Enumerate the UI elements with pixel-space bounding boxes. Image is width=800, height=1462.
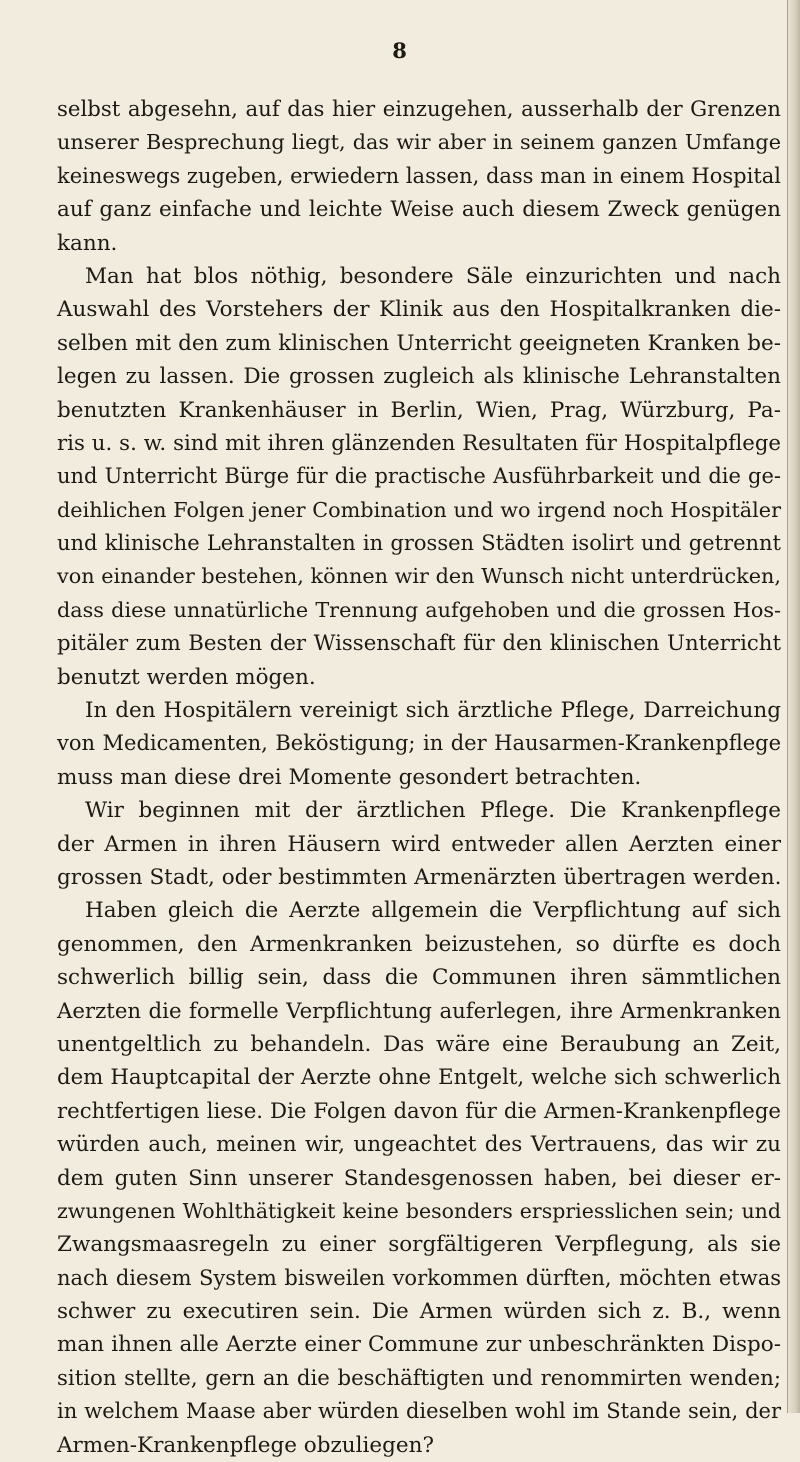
text-line: ris u. s. w. sind mit ihren glänzenden Resultaten für Hospitalpflege — [57, 430, 781, 456]
text-line: in welchem Maase aber würden dieselben wohl im Stande sein, der — [57, 1399, 781, 1424]
text-line: auf ganz einfache und leichte Weise auch diesem Zweck genügen — [57, 197, 781, 223]
text-line: Aerzten die formelle Verpflichtung auferlegen, ihre Armenkranken — [57, 998, 781, 1024]
text-line: legen zu lassen. Die grossen zugleich als klinische Lehranstalten — [57, 364, 781, 390]
page-edge — [787, 0, 800, 1413]
text-line: von Medicamenten, Beköstigung; in der Hausarmen-Krankenpflege — [57, 731, 781, 756]
text-line: pitäler zum Besten der Wissenschaft für den klinischen Unterricht — [57, 631, 781, 657]
text-line: schwerlich billig sein, dass die Communen ihren sämmtlichen — [57, 965, 781, 991]
text-line: benutzten Krankenhäuser in Berlin, Wien, Prag, Würzburg, Pa- — [57, 397, 781, 423]
text-line: grossen Stadt, oder bestimmten Armenärzten übertragen werden. — [57, 864, 782, 890]
text-line: schwer zu executiren sein. Die Armen würden sich z. B., wenn — [57, 1299, 781, 1325]
text-line: von einander bestehen, können wir den Wunsch nicht unterdrücken, — [57, 564, 781, 589]
text-line: zwungenen Wohlthätigkeit keine besonders erspriesslichen sein; und — [57, 1198, 781, 1223]
text-line: In den Hospitälern vereinigt sich ärztliche Pflege, Darreichung — [85, 698, 781, 724]
text-line: deihlichen Folgen jener Combination und wo irgend noch Hospitäler — [57, 497, 781, 522]
text-line: Man hat blos nöthig, besondere Säle einzurichten und nach — [85, 263, 781, 289]
text-line: Zwangsmaasregeln zu einer sorgfältigeren Verpflegung, als sie — [57, 1232, 781, 1258]
text-line: kann. — [57, 230, 118, 256]
text-line: Armen-Krankenpflege obzuliegen? — [57, 1432, 434, 1458]
text-line: dass diese unnatürliche Trennung aufgehoben und die grossen Hos- — [57, 597, 781, 622]
text-line: dem Hauptcapital der Aerzte ohne Entgelt, welche sich schwerlich — [57, 1065, 781, 1091]
text-line: und Unterricht Bürge für die practische Ausführbarkeit und die ge- — [57, 464, 781, 489]
text-line: selbst abgesehn, auf das hier einzugehen, ausserhalb der Grenzen — [57, 97, 781, 122]
text-line: Haben gleich die Aerzte allgemein die Verpflichtung auf sich — [85, 898, 781, 924]
text-line: benutzt werden mögen. — [57, 664, 316, 690]
text-line: man ihnen alle Aerzte einer Commune zur unbeschränkten Dispo- — [57, 1332, 781, 1358]
text-line: nach diesem System bisweilen vorkommen dürften, möchten etwas — [57, 1265, 781, 1290]
text-line: würden auch, meinen wir, ungeachtet des Vertrauens, das wir zu — [57, 1132, 781, 1158]
text-line: und klinische Lehranstalten in grossen Städten isolirt und getrennt — [57, 531, 781, 556]
text-line: genommen, den Armenkranken beizustehen, so dürfte es doch — [57, 931, 781, 957]
body-text — [57, 93, 781, 1462]
text-line: selben mit den zum klinischen Unterricht geeigneten Kranken be- — [57, 330, 781, 356]
text-line: unentgeltlich zu behandeln. Das wäre eine Beraubung an Zeit, — [57, 1031, 781, 1057]
text-line: unserer Besprechung liegt, das wir aber in seinem ganzen Umfange — [57, 130, 781, 155]
page-number: 8 — [392, 38, 408, 63]
text-line: sition stellte, gern an die beschäftigten und renommirten wenden; — [57, 1365, 781, 1391]
text-line: dem guten Sinn unserer Standesgenossen haben, bei dieser er- — [57, 1165, 781, 1191]
text-line: der Armen in ihren Häusern wird entweder allen Aerzten einer — [57, 831, 781, 857]
text-line: Wir beginnen mit der ärztlichen Pflege. Die Krankenpflege — [85, 798, 781, 824]
text-line: Auswahl des Vorstehers der Klinik aus den Hospitalkranken die- — [57, 297, 781, 323]
text-line: muss man diese drei Momente gesondert betrachten. — [57, 764, 642, 790]
text-line: rechtfertigen liese. Die Folgen davon für die Armen-Krankenpflege — [57, 1098, 781, 1124]
text-line: keineswegs zugeben, erwiedern lassen, dass man in einem Hospital — [57, 163, 781, 188]
